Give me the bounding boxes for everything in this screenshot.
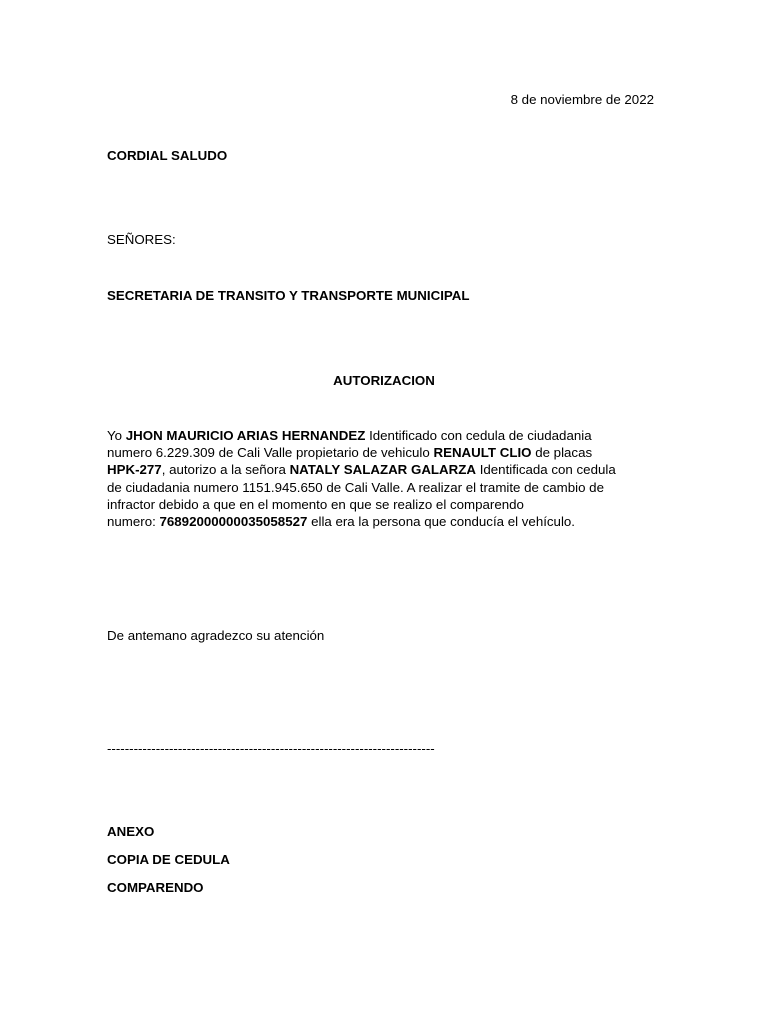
body-line-5: infractor debido a que en el momento en que se realizo el comparendo [107, 496, 524, 512]
letter-date: 8 de noviembre de 2022 [510, 92, 654, 107]
greeting: CORDIAL SALUDO [107, 148, 228, 163]
body-paragraph [107, 427, 667, 530]
recipient-name: SECRETARIA DE TRANSITO Y TRANSPORTE MUNICIPAL [107, 288, 470, 303]
annex-item: COMPARENDO [107, 880, 204, 895]
body-text: numero: [107, 513, 156, 529]
closing-text: De antemano agradezco su atención [107, 628, 325, 643]
authorized-name: NATALY SALAZAR GALARZA [289, 462, 476, 478]
license-plate: HPK-277 [107, 462, 162, 478]
annex-title: ANEXO [107, 824, 155, 839]
body-text: Identificada con cedula [479, 462, 616, 478]
body-text: Yo [107, 428, 123, 443]
signature-line: -------------------------------------------------------------------------- [107, 741, 435, 756]
document-title: AUTORIZACION [333, 373, 435, 388]
citation-number: 76892000000035058527 [159, 513, 308, 529]
body-line-1 [107, 427, 667, 444]
body-text: de placas [535, 445, 593, 461]
body-text: numero 6.229.309 de Cali Valle propietario de vehiculo [107, 445, 430, 461]
body-text: Identificado con cedula de ciudadania [369, 428, 592, 443]
body-line-6 [107, 513, 667, 530]
body-text: ella era la persona que conducía el vehículo. [311, 513, 575, 529]
annex-item: COPIA DE CEDULA [107, 852, 230, 867]
owner-name: JHON MAURICIO ARIAS HERNANDEZ [125, 428, 366, 443]
body-line-4: de ciudadania numero 1151.945.650 de Cali Valle. A realizar el tramite de cambio de [107, 479, 604, 495]
body-text: , autorizo a la señora [161, 462, 286, 478]
vehicle-model: RENAULT CLIO [433, 445, 532, 461]
body-line-2 [107, 444, 667, 461]
body-line-3 [107, 461, 667, 478]
recipient-label: SEÑORES: [107, 232, 176, 247]
